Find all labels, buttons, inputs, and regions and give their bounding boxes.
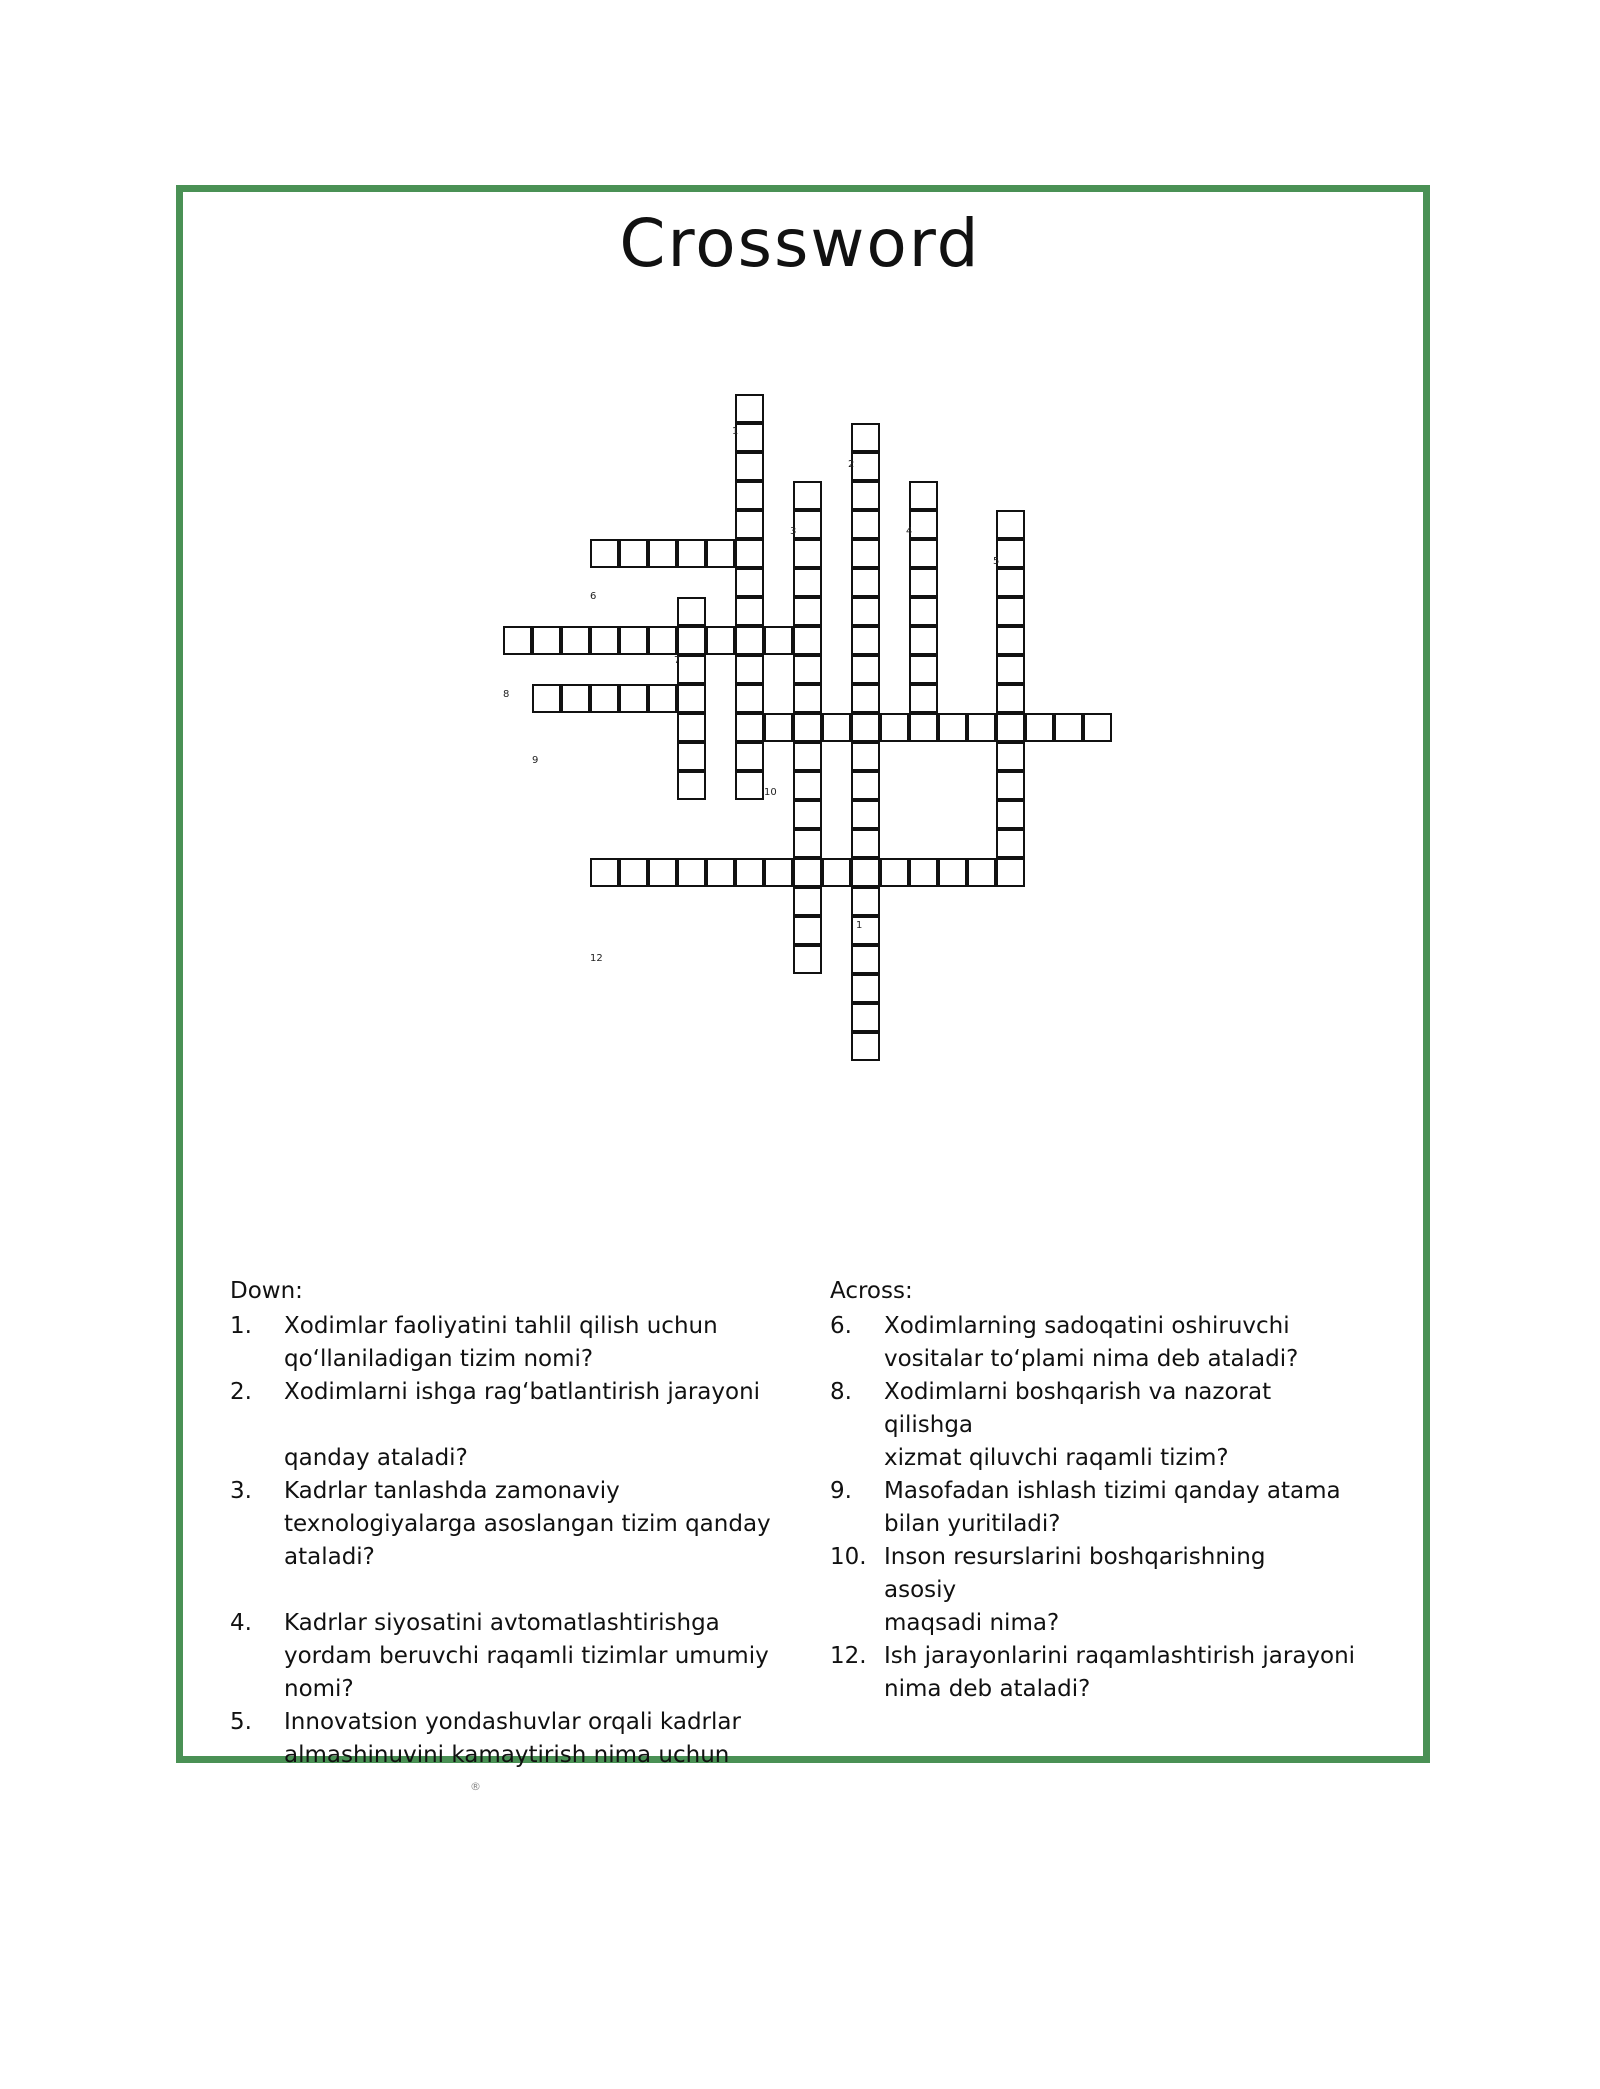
crossword-cell	[851, 771, 880, 800]
across-clue	[830, 1475, 1390, 1541]
crossword-cell	[503, 626, 532, 655]
crossword-cell	[851, 800, 880, 829]
crossword-cell	[532, 684, 561, 713]
crossword-cell	[793, 626, 822, 655]
clue-number: 9.	[830, 1478, 852, 1504]
crossword-cell	[996, 597, 1025, 626]
clue-number-label: 6	[590, 591, 597, 602]
clue-text: nima deb ataladi?	[884, 1676, 1091, 1702]
crossword-cell	[793, 887, 822, 916]
crossword-cell	[764, 713, 793, 742]
clue-text: vositalar to‘plami nima deb ataladi?	[884, 1346, 1299, 1372]
across-clue	[830, 1640, 1390, 1706]
crossword-cell	[909, 655, 938, 684]
crossword-cell	[851, 597, 880, 626]
clue-number: 1.	[230, 1313, 252, 1339]
down-clue	[230, 1607, 810, 1706]
crossword-cell	[764, 626, 793, 655]
clue-text: bilan yuritiladi?	[884, 1511, 1061, 1537]
crossword-cell	[677, 655, 706, 684]
clue-number-label: 3	[790, 526, 797, 537]
crossword-cell	[590, 626, 619, 655]
crossword-cell	[822, 713, 851, 742]
crossword-cell	[793, 771, 822, 800]
crossword-cell	[909, 481, 938, 510]
crossword-cell	[706, 858, 735, 887]
crossword-cell	[909, 684, 938, 713]
across-clue	[830, 1376, 1390, 1475]
crossword-cell	[735, 684, 764, 713]
crossword-cell	[793, 684, 822, 713]
clue-number: 8.	[830, 1379, 852, 1405]
across-clue	[830, 1310, 1390, 1376]
crossword-cell	[677, 597, 706, 626]
clue-number: 10.	[830, 1544, 867, 1570]
crossword-cell	[532, 626, 561, 655]
clue-text: maqsadi nima?	[884, 1610, 1060, 1636]
crossword-cell	[880, 858, 909, 887]
crossword-cell	[706, 626, 735, 655]
crossword-cell	[648, 626, 677, 655]
crossword-cell	[851, 452, 880, 481]
clue-text: Kadrlar tanlashda zamonaviy	[284, 1478, 620, 1504]
down-clue	[230, 1310, 810, 1376]
crossword-cell	[590, 684, 619, 713]
crossword-cell	[648, 539, 677, 568]
clue-number: 12.	[830, 1643, 867, 1669]
crossword-cell	[996, 626, 1025, 655]
crossword-cell	[851, 1032, 880, 1061]
crossword-cell	[677, 684, 706, 713]
crossword-cell	[909, 626, 938, 655]
crossword-cell	[909, 539, 938, 568]
crossword-cell	[677, 626, 706, 655]
crossword-cell	[590, 858, 619, 887]
crossword-cell	[851, 655, 880, 684]
crossword-cell	[996, 858, 1025, 887]
down-clue	[230, 1376, 810, 1475]
crossword-cell	[793, 800, 822, 829]
crossword-cell	[851, 945, 880, 974]
clue-text: yordam beruvchi raqamli tizimlar umumiy	[284, 1643, 769, 1669]
clue-text	[284, 1409, 810, 1442]
crossword-cell	[851, 568, 880, 597]
crossword-cell	[735, 452, 764, 481]
clue-text: qilishga	[884, 1412, 974, 1438]
crossword-cell	[677, 771, 706, 800]
registered-mark: ®	[470, 1780, 481, 1793]
crossword-cell	[706, 539, 735, 568]
clue-text	[284, 1574, 810, 1607]
crossword-cell	[677, 713, 706, 742]
crossword-cell	[996, 800, 1025, 829]
crossword-cell	[793, 481, 822, 510]
crossword-cell	[735, 539, 764, 568]
crossword-cell	[967, 858, 996, 887]
clue-number: 3.	[230, 1478, 252, 1504]
clue-text: Ish jarayonlarini raqamlashtirish jarayoni	[884, 1643, 1356, 1669]
crossword-cell	[793, 655, 822, 684]
crossword-cell	[851, 742, 880, 771]
clue-number: 4.	[230, 1610, 252, 1636]
crossword-cell	[851, 887, 880, 916]
clue-text: qo‘llaniladigan tizim nomi?	[284, 1346, 594, 1372]
crossword-cell	[909, 510, 938, 539]
crossword-cell	[851, 713, 880, 742]
crossword-cell	[793, 858, 822, 887]
clue-text: asosiy	[884, 1577, 957, 1603]
crossword-cell	[735, 626, 764, 655]
crossword-cell	[793, 713, 822, 742]
clue-number-label: 9	[532, 755, 539, 766]
crossword-cell	[938, 858, 967, 887]
clue-number-label: 4	[906, 526, 913, 537]
crossword-cell	[619, 539, 648, 568]
clue-number-label: 10	[764, 787, 777, 798]
clue-number-label: 8	[503, 689, 510, 700]
crossword-cell	[793, 829, 822, 858]
clue-text: ataladi?	[284, 1544, 375, 1570]
crossword-cell	[996, 771, 1025, 800]
clue-number-label: 1	[732, 426, 739, 437]
crossword-cell	[851, 684, 880, 713]
crossword-cell	[735, 655, 764, 684]
clue-number: 6.	[830, 1313, 852, 1339]
clue-text: Xodimlarni boshqarish va nazorat	[884, 1379, 1272, 1405]
crossword-cell	[793, 568, 822, 597]
crossword-cell	[619, 684, 648, 713]
crossword-cell	[996, 742, 1025, 771]
crossword-cell	[735, 394, 764, 423]
crossword-cell	[909, 713, 938, 742]
clue-number-label: 12	[590, 953, 603, 964]
clue-number: 5.	[230, 1709, 252, 1735]
crossword-cell	[851, 829, 880, 858]
crossword-cell	[561, 626, 590, 655]
clue-text: Kadrlar siyosatini avtomatlashtirishga	[284, 1610, 720, 1636]
down-clue	[230, 1475, 810, 1607]
crossword-cell	[619, 858, 648, 887]
clue-text: Xodimlarning sadoqatini oshiruvchi	[884, 1313, 1290, 1339]
crossword-cell	[996, 510, 1025, 539]
clue-text: Masofadan ishlash tizimi qanday atama	[884, 1478, 1341, 1504]
crossword-cell	[938, 713, 967, 742]
crossword-cell	[822, 858, 851, 887]
crossword-cell	[793, 539, 822, 568]
crossword-cell	[880, 713, 909, 742]
crossword-cell	[677, 539, 706, 568]
crossword-cell	[996, 684, 1025, 713]
down-clues	[230, 1275, 810, 1772]
crossword-cell	[735, 597, 764, 626]
clue-number: 2.	[230, 1379, 252, 1405]
clue-number-label: 5	[993, 556, 1000, 567]
crossword-cell	[735, 423, 764, 452]
clue-text: texnologiyalarga asoslangan tizim qanday	[284, 1511, 771, 1537]
crossword-cell	[619, 626, 648, 655]
crossword-cell	[590, 539, 619, 568]
clue-number-label: 2	[848, 459, 855, 470]
crossword-cell	[851, 626, 880, 655]
crossword-cell	[735, 858, 764, 887]
crossword-cell	[1025, 713, 1054, 742]
crossword-cell	[677, 858, 706, 887]
crossword-cell	[1054, 713, 1083, 742]
clue-text: qanday ataladi?	[284, 1445, 468, 1471]
crossword-cell	[851, 539, 880, 568]
crossword-cell	[851, 1003, 880, 1032]
clue-text: Innovatsion yondashuvlar orqali kadrlar	[284, 1709, 741, 1735]
crossword-cell	[967, 713, 996, 742]
crossword-cell	[851, 423, 880, 452]
crossword-cell	[909, 568, 938, 597]
clue-text: xizmat qiluvchi raqamli tizim?	[884, 1445, 1229, 1471]
crossword-cell	[735, 510, 764, 539]
clue-text: nomi?	[284, 1676, 354, 1702]
down-clue	[230, 1706, 810, 1772]
clue-text: Inson resurslarini boshqarishning	[884, 1544, 1266, 1570]
clue-text: almashinuvini kamaytirish nima uchun	[284, 1742, 730, 1768]
crossword-cell	[561, 684, 590, 713]
crossword-cell	[793, 510, 822, 539]
crossword-cell	[996, 713, 1025, 742]
crossword-cell	[996, 655, 1025, 684]
clue-number-label: 7	[674, 655, 681, 666]
crossword-cell	[735, 481, 764, 510]
crossword-cell	[851, 481, 880, 510]
crossword-cell	[996, 829, 1025, 858]
crossword-cell	[764, 858, 793, 887]
crossword-cell	[677, 742, 706, 771]
crossword-cell	[735, 742, 764, 771]
clue-text: Xodimlarni ishga rag‘batlantirish jarayoni	[284, 1379, 761, 1405]
crossword-cell	[793, 916, 822, 945]
across-clue	[830, 1541, 1390, 1640]
crossword-cell	[648, 858, 677, 887]
crossword-cell	[735, 568, 764, 597]
crossword-cell	[851, 974, 880, 1003]
crossword-cell	[735, 713, 764, 742]
crossword-cell	[735, 771, 764, 800]
crossword-cell	[996, 568, 1025, 597]
across-clues	[830, 1275, 1390, 1706]
clue-number-label: 1	[856, 920, 863, 931]
crossword-cell	[648, 684, 677, 713]
crossword-cell	[851, 858, 880, 887]
crossword-cell	[793, 742, 822, 771]
crossword-cell	[851, 510, 880, 539]
crossword-cell	[793, 597, 822, 626]
page-title: Crossword	[619, 205, 981, 282]
crossword-cell	[909, 597, 938, 626]
crossword-cell	[909, 858, 938, 887]
crossword-cell	[996, 539, 1025, 568]
crossword-cell	[1083, 713, 1112, 742]
down-heading: Down:	[230, 1278, 303, 1304]
crossword-cell	[793, 945, 822, 974]
clue-text: Xodimlar faoliyatini tahlil qilish uchun	[284, 1313, 718, 1339]
across-heading: Across:	[830, 1278, 913, 1304]
